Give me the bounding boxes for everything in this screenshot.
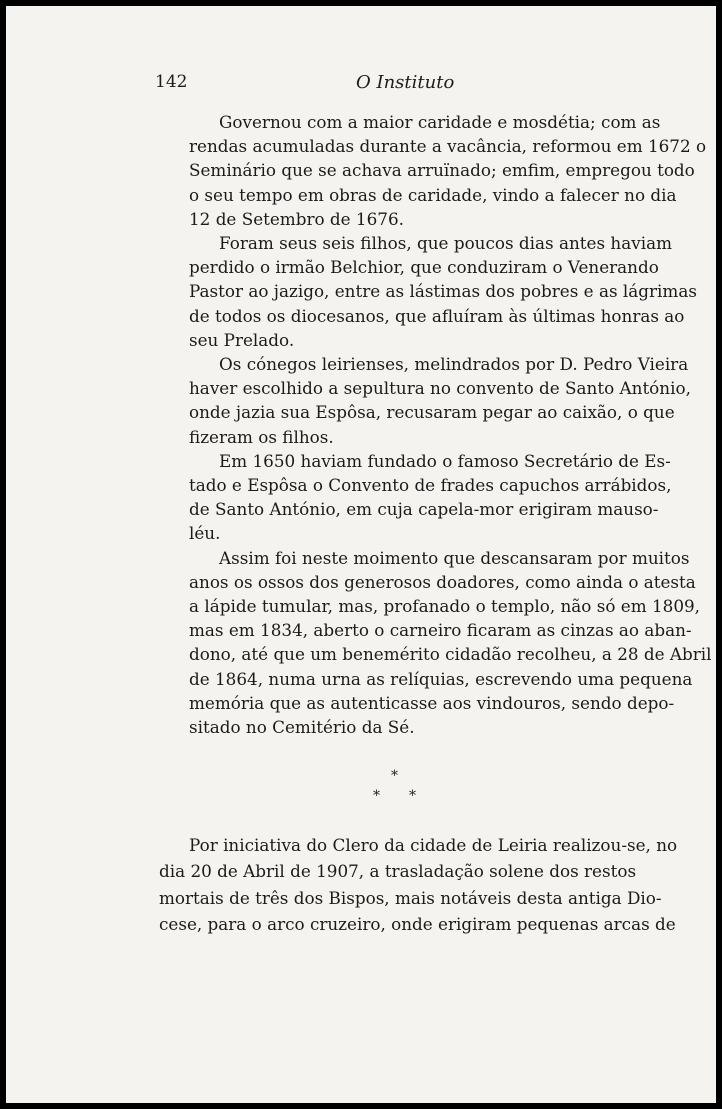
asterisk: * [391,768,398,784]
paragraph [159,449,672,546]
text-line: Os cónegos leirienses, melindrados por D. Pedro Vieira [219,354,689,375]
text-line: de todos os diocesanos, que afluíram às últimas honras ao [189,305,685,326]
text-line: rendas acumuladas durante a vacância, reformou em 1672 o [189,136,707,157]
paragraph [159,546,712,740]
body-text [159,110,712,739]
text-line: Seminário que se achava arruïnado; emfim, empregou todo [189,160,695,181]
text-line: memória que as autenticasse aos vindouros, sendo depo- [189,692,675,713]
paragraph [159,110,707,231]
body-text-continued [159,832,678,938]
book-page [6,6,716,1103]
paragraph [159,352,691,449]
text-line: dia 20 de Abril de 1907, a trasladação solene dos restos [159,861,637,882]
section-separator [6,768,716,808]
text-line: anos os ossos dos generosos doadores, como ainda o atesta [189,571,696,592]
text-line: cese, para o arco cruzeiro, onde erigiram pequenas arcas de [159,914,676,935]
text-line: haver escolhido a sepultura no convento de Santo António, [189,378,691,399]
text-line: perdido o irmão Belchior, que conduziram o Venerando [189,257,659,278]
text-line: Governou com a maior caridade e mosdétia; com as [219,112,661,132]
text-line: onde jazia sua Espôsa, recusaram pegar ao caixão, o que [189,402,675,423]
running-head [6,72,716,96]
text-line: mas em 1834, aberto o carneiro ficaram as cinzas ao aban- [189,620,692,641]
asterisk: * [373,788,380,804]
text-line: Assim foi neste moimento que descansaram por muitos [219,547,690,568]
text-line: dono, até que um benemérito cidadão recolheu, a 28 de Abril [189,644,712,665]
text-line: o seu tempo em obras de caridade, vindo a falecer no dia [189,184,677,205]
text-line: fizeram os filhos. [189,426,334,447]
text-line: mortais de três dos Bispos, mais notáveis desta antiga Dio- [159,887,662,908]
page-number: 142 [155,72,188,92]
text-line: Em 1650 haviam fundado o famoso Secretário de Es- [219,450,671,471]
text-line: seu Prelado. [189,329,295,350]
text-line: tado e Espôsa o Convento de frades capuchos arrábidos, [189,475,672,496]
text-line: sitado no Cemitério da Sé. [189,717,415,738]
paragraph [159,231,697,352]
text-line: léu. [189,523,221,544]
text-line: de Santo António, em cuja capela-mor erigiram mauso- [189,499,659,520]
asterisk: * [409,788,416,804]
text-line: de 1864, numa urna as relíquias, escrevendo uma pequena [189,668,693,689]
paragraph [159,832,678,938]
text-line: Pastor ao jazigo, entre as lástimas dos pobres e as lágrimas [189,281,697,302]
text-line: Foram seus seis filhos, que poucos dias antes haviam [219,233,672,254]
running-title: O Instituto [356,72,455,93]
text-line: a lápide tumular, mas, profanado o templo, não só em 1809, [189,596,701,617]
text-line: Por iniciativa do Clero da cidade de Leiria realizou-se, no [189,835,678,855]
text-line: 12 de Setembro de 1676. [189,208,404,229]
